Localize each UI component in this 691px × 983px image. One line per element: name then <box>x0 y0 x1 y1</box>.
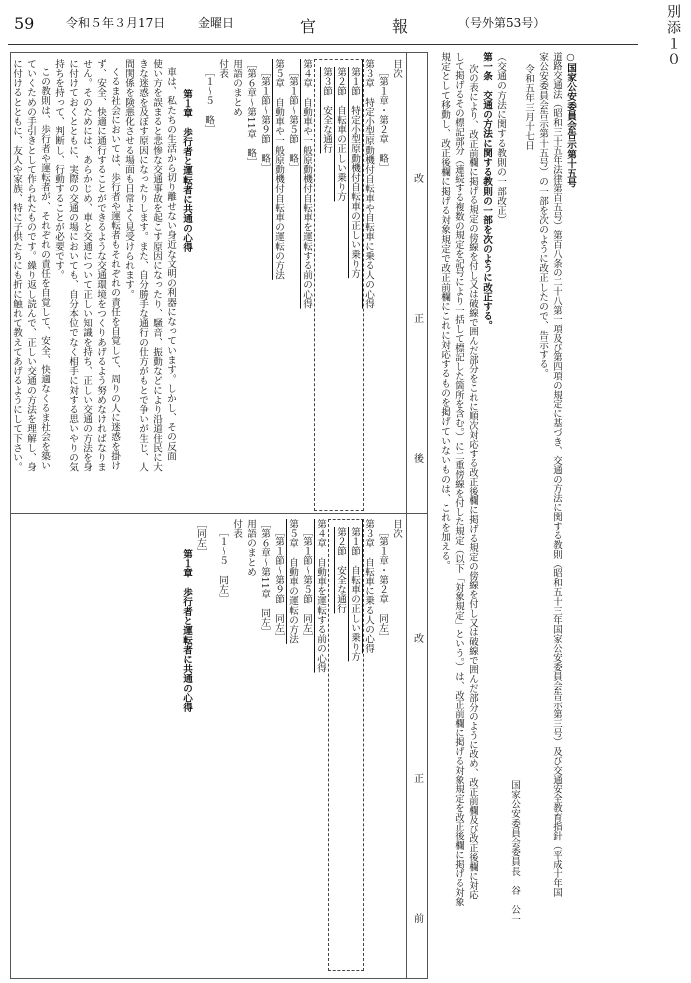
after-ch3: 第３章 特定小型原動機付自転車や自転車に乗る人の心得 <box>363 59 374 309</box>
before-dashed-box <box>328 519 364 971</box>
after-para-2: 使い方を誤まると悲惨な交通事故を起こす原因になったり、騒音、振動などにより沿道住民に大 <box>151 59 162 472</box>
before-same-as-left: ［同左］ <box>195 519 206 558</box>
before-ch5-secs: ［第１節～第９節 同左］ <box>273 527 284 643</box>
publication-date: 令和５年３月17日 <box>66 16 166 30</box>
before-ch4-secs: ［第１節～第５節 同左］ <box>301 527 312 643</box>
after-para-9: 持ちを持って、判断し、行動することが必要です。 <box>53 59 64 280</box>
after-ch6-11: ［第６章～第11章 略］ <box>245 59 256 168</box>
after-chapter1-title: 第１章 歩行者と運転者に共通の心得 <box>181 89 192 253</box>
notice-subtitle: （交通の方法に関する教則の一部改正） <box>495 52 506 225</box>
after-column <box>11 53 427 523</box>
after-ch4: 第４章 自動車や一般原動機付自転車を運転する前の心得 <box>301 59 312 309</box>
before-column <box>11 513 427 983</box>
after-para-6: ず、安全、快適に通行することができるような交通環境をつくりあげるよう努めなければなりま <box>95 59 106 472</box>
after-ch5: 第５章 自動車や一般原動機付自転車の運転の方法 <box>273 59 284 280</box>
before-glossary: 用語のまとめ <box>245 519 256 577</box>
notice-heading: ○国家公安委員会告示第十五号 <box>565 52 576 188</box>
before-ch3: 第３章 自転車に乗る人の心得 <box>363 519 374 654</box>
notice-body-2: して掲げるその標記部分（連続する複数の規定を記号により一括して標記した箇所を含む。）に二重傍線を付した規定（以下「対象規定」という。）は、改正前欄に掲げる対象規定を改正後欄に掲げる対象 <box>453 52 464 907</box>
issue-number: （号外第53号） <box>458 16 546 30</box>
before-ch3-sec1: 第１節 自転車の正しい乗り方 <box>349 527 360 662</box>
after-ch3-sec3: 第３節 安全な通行 <box>321 67 332 154</box>
after-toc: 目次 <box>391 59 402 79</box>
after-dashed-box <box>314 59 364 511</box>
notice-intro-1: 道路交通法（昭和三十五年法律第百五号）第百八条の二十八第一項及び第四項の規定に基づき、交通の方法に関する教則（昭和五十三年国家公安委員会告示第三号）及び交通安全教育指針（平成十年国 <box>551 52 562 898</box>
page-number: 59 <box>14 14 35 33</box>
gazette-title: 官 報 <box>300 17 439 36</box>
after-para-5: くるま社会においては、歩行者や運転者もそれぞれの責任を自覚して、周りの人に迷惑を掛け <box>109 67 120 471</box>
notice-body-1: 次の表により、改正前欄に掲げる規定の傍線を付し又は破線で囲んだ部分をこれに順次対応する改正後欄に掲げる規定の傍線を付し又は破線で囲んだ部分のように改め、改正前欄及び改正後欄に対応 <box>467 64 478 900</box>
after-appendix: 付表 <box>217 59 228 79</box>
before-appendix: 付表 <box>231 519 242 539</box>
after-ch1-2: ［第１章・第２章 略］ <box>377 67 388 173</box>
notice-body-3: 規定として移動し、改正後欄に掲げる対象規定で改正前欄にこれに対応するものを掲げていないものは、これを加える。 <box>439 52 450 571</box>
after-para-1: 車は、私たちの生活から切り離せない身近な文明の利器になっています。しかし、その反面 <box>165 67 176 461</box>
after-label: 改 正 後 <box>406 53 427 513</box>
weekday: 金曜日 <box>198 16 235 30</box>
before-ch3-sec2: 第２節 安全な通行 <box>335 527 346 614</box>
before-ch6-11: ［第６章～第11章 同左］ <box>259 519 270 637</box>
after-glossary: 用語のまとめ <box>231 59 242 117</box>
after-ch3-sec1: 第１節 特定小型原動機付自転車の正しい乗り方 <box>349 67 360 279</box>
attachment-tag: 別添１０ <box>665 4 681 68</box>
notice-intro-2: 家公安委員会告示第十五号）の一部を次のように改正したので、告示する。 <box>537 52 548 379</box>
before-ch1-2: ［第１章・第２章 同左］ <box>377 527 388 643</box>
after-para-10: この教則は、歩行者や運転者が、それぞれの責任を自覚して、安全、快適なくるま社会を築い <box>39 67 50 471</box>
before-ch4: 第４章 自動車を運転する前の心得 <box>315 519 326 673</box>
after-ch5-secs: ［第１節～第９節 略］ <box>259 67 270 173</box>
after-appendix-items: ［１～５ 略］ <box>203 67 214 135</box>
after-ch3-sec2: 第２節 自転車の正しい乗り方 <box>335 67 346 202</box>
after-ch4-secs: ［第１節～第５節 略］ <box>287 67 298 173</box>
page-header <box>0 0 640 44</box>
before-toc: 目次 <box>391 519 402 539</box>
notice-date: 令和五年三月十七日 <box>523 64 534 151</box>
before-label: 改 正 前 <box>406 513 427 978</box>
after-para-4: 間関係を険悪化させる場面も日常よく見受けられます。 <box>123 59 134 299</box>
amendment-table <box>10 52 428 983</box>
after-para-12: に付けるとともに、友人や家族、特に子供たちにも折に触れて教えてあげるようにして下さい。 <box>11 59 22 472</box>
after-para-7: せん。そのためには、あらかじめ、車と交通について正しい知識を持ち、正しい交通の方法を身 <box>81 59 92 472</box>
after-para-3: きな迷惑を及ぼす原因になったりします。また、自分勝手な通行の仕方がもとで争いが生じ、人 <box>137 59 148 472</box>
header-rule <box>8 44 638 45</box>
before-ch5: 第５章 自動車の運転の方法 <box>287 519 298 644</box>
after-para-11: ていくための手引きとして作られたものです。繰り返し読んで、正しい交通の方法を理解し、身 <box>25 59 36 472</box>
notice-signer: 国家公安委員会委員長 谷 公一 <box>509 780 520 924</box>
before-appendix-items: ［１～５ 同左］ <box>217 527 228 604</box>
after-para-8: に付けておくとともに、実際の交通の場においても、自分本位でなく相手に対する思いやりの気 <box>67 59 78 472</box>
article-1: 第一条 交通の方法に関する教則の一部を次のように改正する。 <box>481 52 492 331</box>
before-chapter1-title: 第１章 歩行者と運転者に共通の心得 <box>181 549 192 713</box>
